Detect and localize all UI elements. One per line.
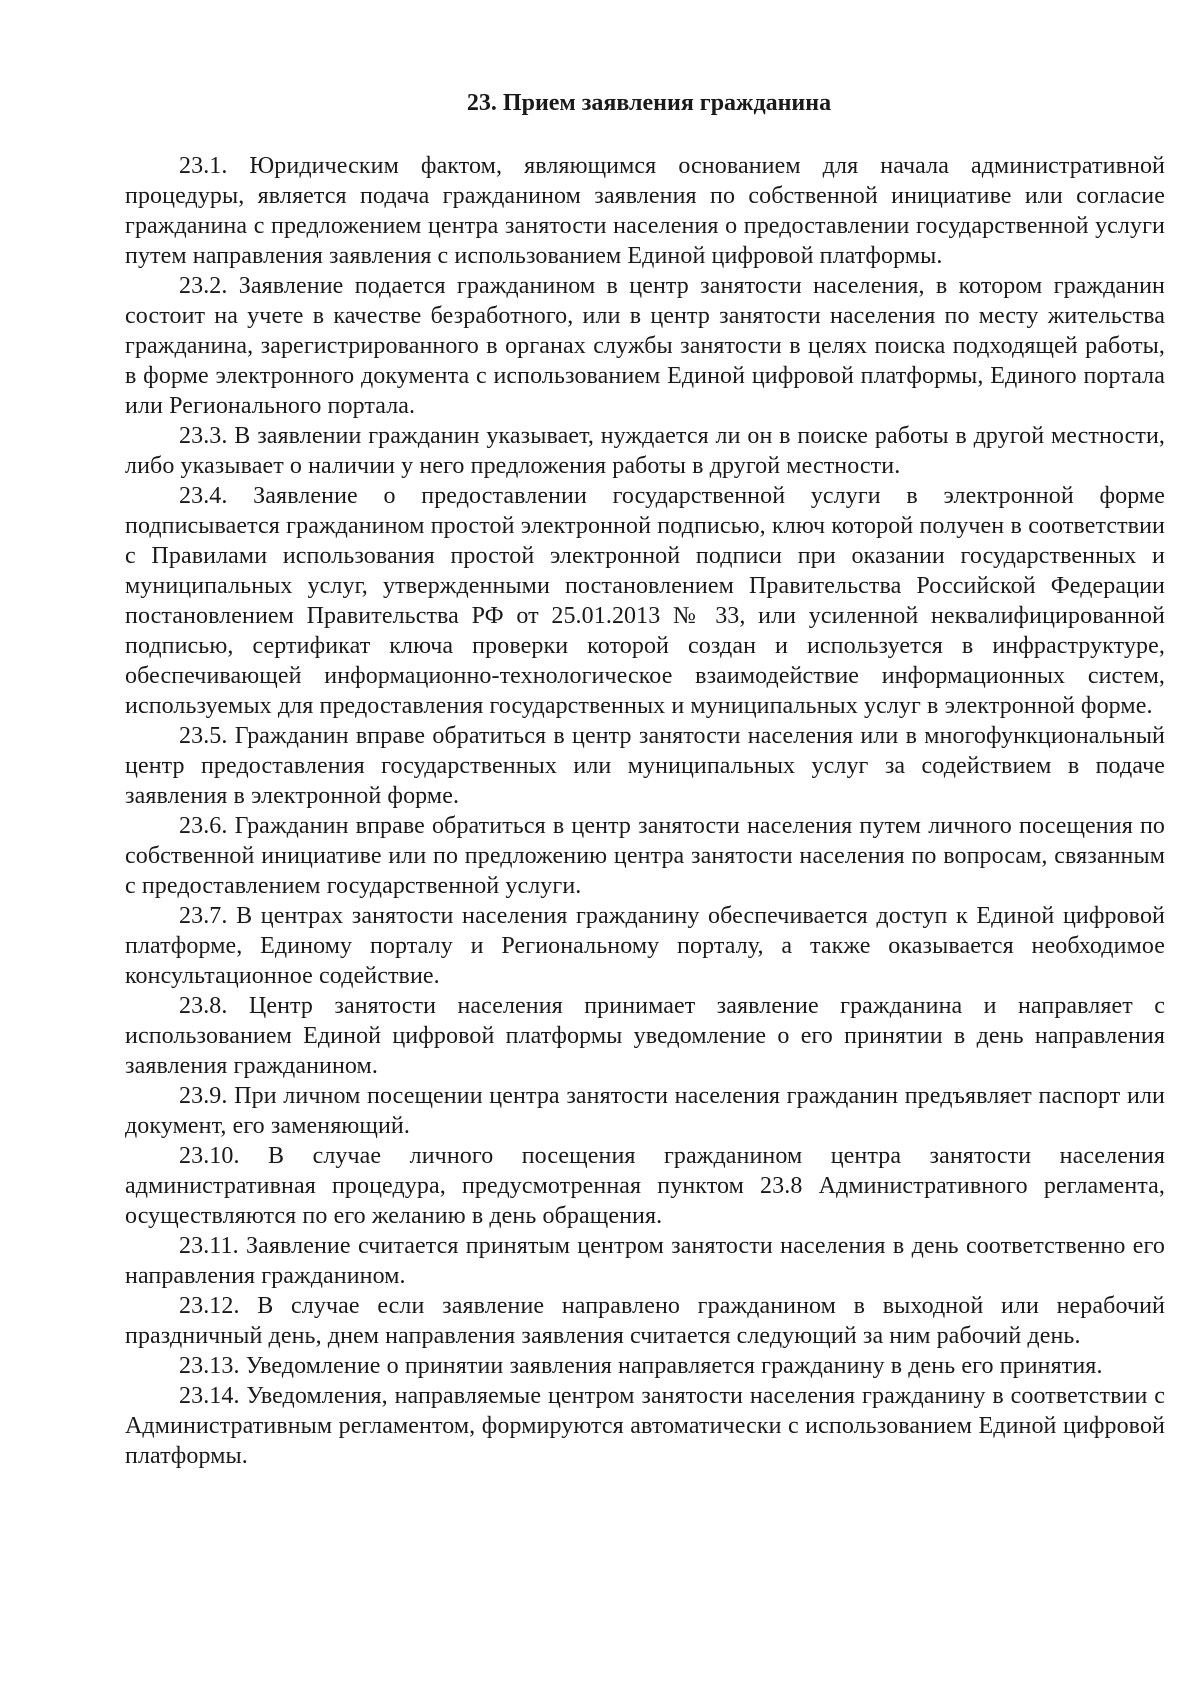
document-body bbox=[125, 88, 1165, 1471]
paragraph-23-2: 23.2. Заявление подается гражданином в центр занятости населения, в котором гражданин состоит на учете в качестве безработного, или в центр занятости населения по месту жительства гражданина, зарегистрированного в органах службы занятости в целях поиска подходящей работы, в форме электронного документа с использованием Единой цифровой платформы, Единого портала или Регионального портала. bbox=[125, 273, 1165, 419]
paragraph-23-7: 23.7. В центрах занятости населения гражданину обеспечивается доступ к Единой цифровой платформе, Единому порталу и Региональному порталу, а также оказывается необходимое консультационное содействие. bbox=[125, 903, 1165, 989]
paragraph-23-12: 23.12. В случае если заявление направлено гражданином в выходной или нерабочий праздничный день, днем направления заявления считается следующий за ним рабочий день. bbox=[125, 1293, 1165, 1349]
paragraph-23-11: 23.11. Заявление считается принятым центром занятости населения в день соответственно его направления гражданином. bbox=[125, 1233, 1165, 1289]
paragraph-23-10: 23.10. В случае личного посещения гражданином центра занятости населения административная процедура, предусмотренная пунктом 23.8 Административного регламента, осуществляются по его желанию в день обращения. bbox=[125, 1143, 1165, 1229]
paragraph-23-14: 23.14. Уведомления, направляемые центром занятости населения гражданину в соответствии с Административным регламентом, формируются автоматически с использованием Единой цифровой платформы. bbox=[125, 1383, 1165, 1469]
paragraph-23-13: 23.13. Уведомление о принятии заявления направляется гражданину в день его принятия. bbox=[179, 1353, 1103, 1379]
paragraph-23-4: 23.4. Заявление о предоставлении государственной услуги в электронной форме подписывается гражданином простой электронной подписью, ключ которой получен в соответствии с Правилами использования простой электронной подписи при оказании государственных и муниципальных услуг, утвержденными постановлением Правительства Российской Федерации постановлением Правительства РФ от 25.01.2013 № 33, или усиленной неквалифицированной подписью, сертификат ключа проверки которой создан и используется в инфраструктуре, обеспечивающей информационно-технологическое взаимодействие информационных систем, используемых для предоставления государственных и муниципальных услуг в электронной форме. bbox=[125, 483, 1165, 719]
paragraph-23-6: 23.6. Гражданин вправе обратиться в центр занятости населения путем личного посещения по собственной инициативе или по предложению центра занятости населения по вопросам, связанным с предоставлением государственной услуги. bbox=[125, 813, 1165, 899]
paragraph-23-1: 23.1. Юридическим фактом, являющимся основанием для начала административной процедуры, является подача гражданином заявления по собственной инициативе или согласие гражданина с предложением центра занятости населения о предоставлении государственной услуги путем направления заявления с использованием Единой цифровой платформы. bbox=[125, 153, 1165, 269]
paragraph-23-5: 23.5. Гражданин вправе обратиться в центр занятости населения или в многофункциональный центр предоставления государственных или муниципальных услуг за содействием в подаче заявления в электронной форме. bbox=[125, 723, 1165, 809]
paragraph-23-9: 23.9. При личном посещении центра занятости населения гражданин предъявляет паспорт или документ, его заменяющий. bbox=[125, 1083, 1165, 1139]
paragraph-23-3: 23.3. В заявлении гражданин указывает, нуждается ли он в поиске работы в другой местности, либо указывает о наличии у него предложения работы в другой местности. bbox=[125, 423, 1165, 479]
section-title: 23. Прием заявления гражданина bbox=[466, 90, 832, 116]
paragraph-23-8: 23.8. Центр занятости населения принимает заявление гражданина и направляет с использованием Единой цифровой платформы уведомление о его принятии в день направления заявления гражданином. bbox=[125, 993, 1165, 1079]
